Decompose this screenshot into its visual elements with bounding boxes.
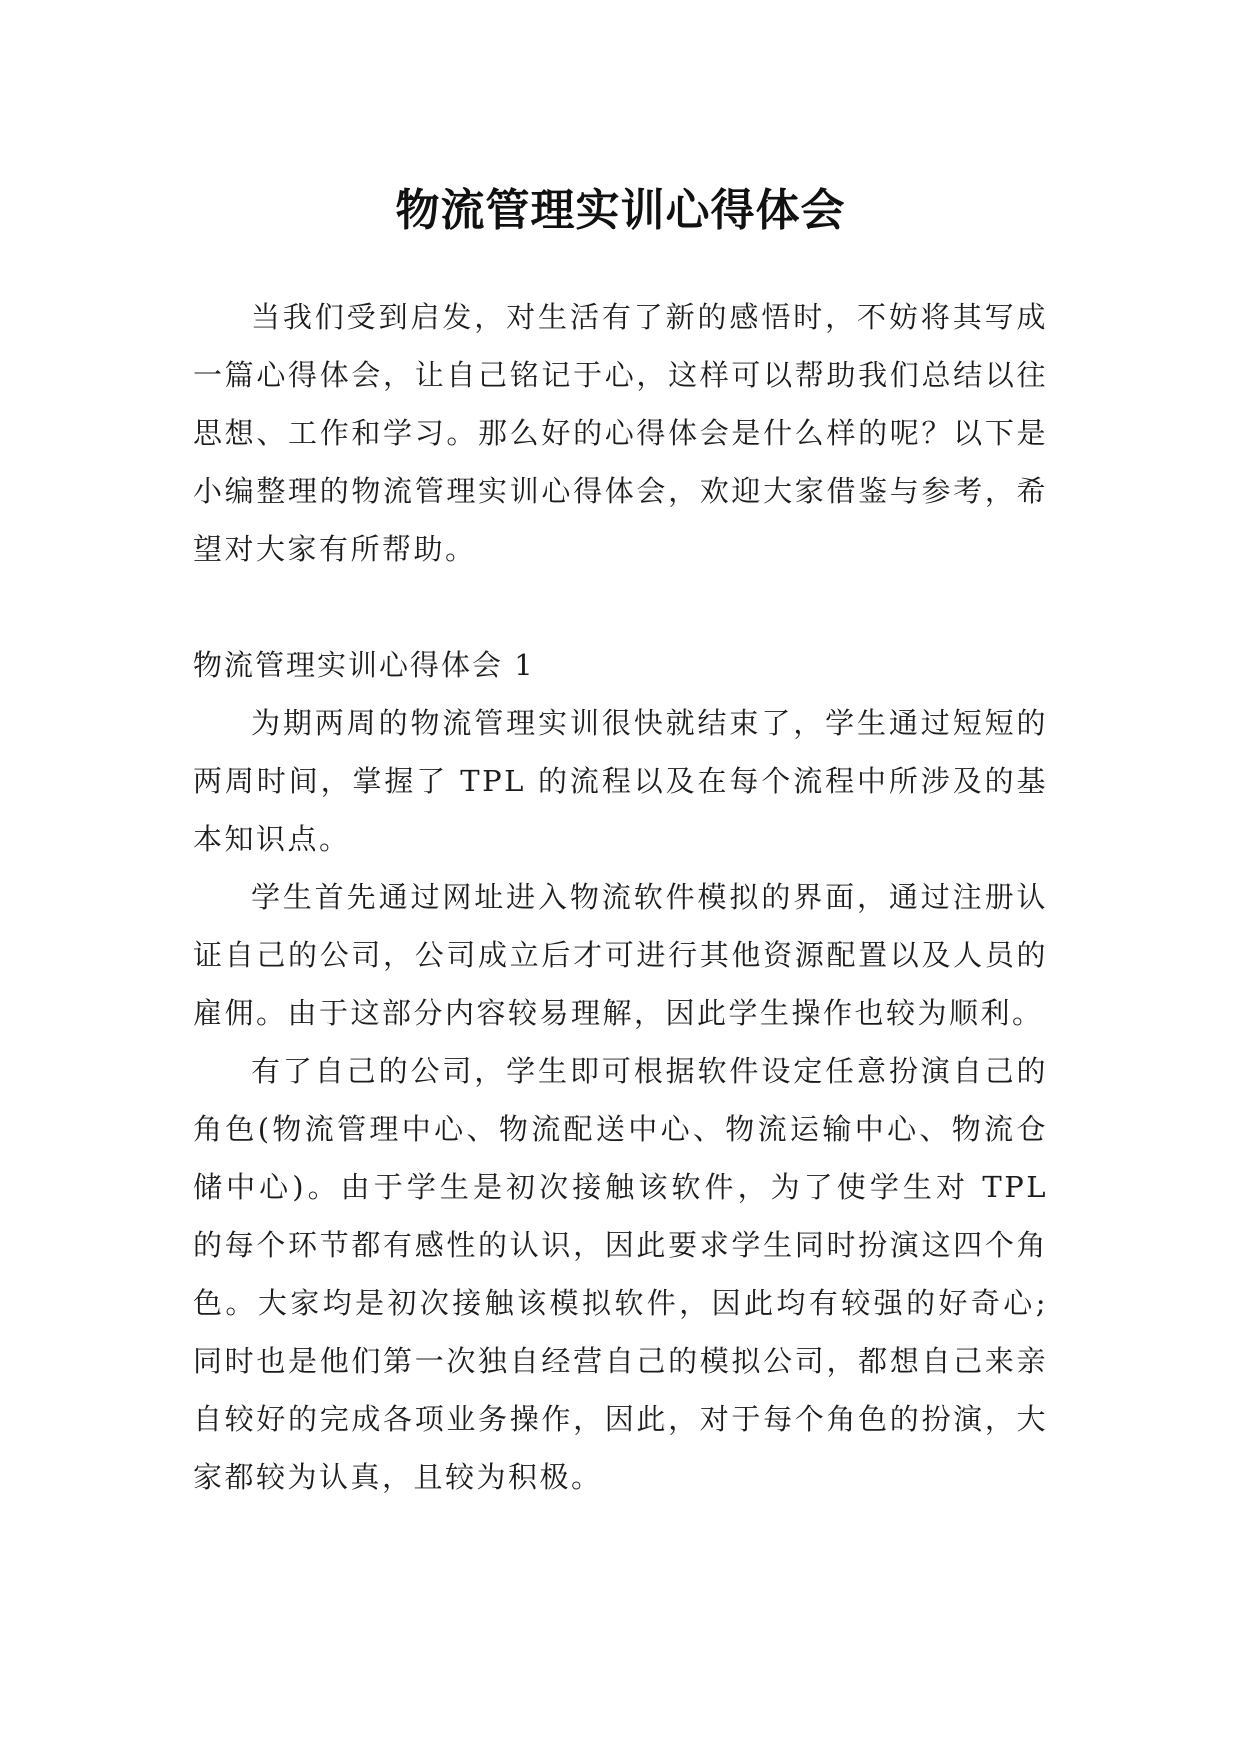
document-body [193,288,1048,1506]
body-paragraph: 有了自己的公司，学生即可根据软件设定任意扮演自己的角色(物流管理中心、物流配送中心、物流运输中心、物流仓储中心)。由于学生是初次接触该软件，为了使学生对 TPL 的每个环节都有感性的认识，因此要求学生同时扮演这四个角色。大家均是初次接触该模拟软件，因此均有较强的好奇心;同时也是他们第一次独自经营自己的模拟公司，都想自己来亲自较好的完成各项业务操作，因此，对于每个角色的扮演，大家都较为认真，且较为积极。 [193,1054,1048,1494]
body-paragraph: 为期两周的物流管理实训很快就结束了，学生通过短短的两周时间，掌握了 TPL 的流程以及在每个流程中所涉及的基本知识点。 [193,706,1048,856]
document-title: 物流管理实训心得体会 [395,185,846,237]
intro-paragraph: 当我们受到启发，对生活有了新的感悟时，不妨将其写成一篇心得体会，让自己铭记于心，这样可以帮助我们总结以往思想、工作和学习。那么好的心得体会是什么样的呢？以下是小编整理的物流管理实训心得体会，欢迎大家借鉴与参考，希望对大家有所帮助。 [193,300,1048,566]
section-heading: 物流管理实训心得体会 1 [193,648,535,682]
body-paragraph: 学生首先通过网址进入物流软件模拟的界面，通过注册认证自己的公司，公司成立后才可进行其他资源配置以及人员的雇佣。由于这部分内容较易理解，因此学生操作也较为顺利。 [193,880,1048,1030]
